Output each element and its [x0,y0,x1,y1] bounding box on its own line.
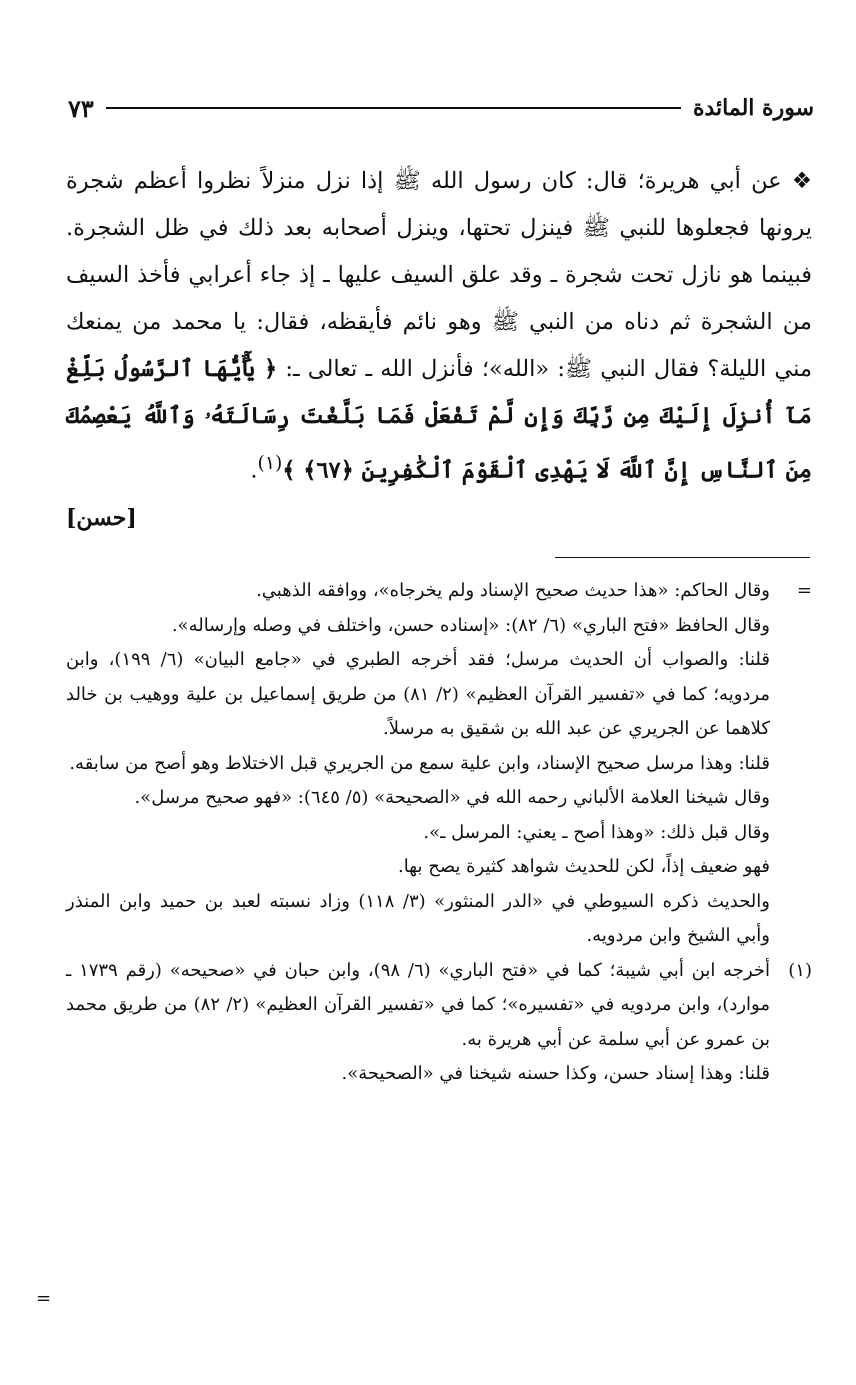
footnote-paragraph: فهو ضعيف إذاً، لكن للحديث شواهد كثيرة يصح بها. [397,856,770,877]
surah-title: سورة المائدة [692,95,814,121]
footnote-1-marker: (١) [788,959,812,981]
footnote-1 [66,954,812,1092]
end-dot: . [250,457,258,484]
quran-verse: ﴿ يَٰٓأَيُّهَا ٱلرَّسُولُ بَلِّغْ مَآ أُنزِلَ إِلَيْكَ مِن رَّبِّكَ وَإِن لَّمْ تَفْعَلْ فَمَا بَلَّغْتَ رِسَالَتَهُۥ وَٱللَّهُ يَعْصِمُكَ مِنَ ٱلنَّاسِ إِنَّ ٱللَّهَ لَا يَهْدِى ٱلْقَوْمَ ٱلْكَٰفِرِينَ ﴿٦٧﴾ ﴾ [66,356,812,484]
footnote-paragraph: وقال قبل ذلك: «وهذا أصح ـ يعني: المرسل ـ». [423,821,770,843]
continues-marker: = [36,1288,52,1309]
continuation-body [66,574,770,954]
footnote-separator [555,557,810,558]
hadith-grade: [حسن] [66,504,137,531]
page-header [68,88,814,128]
footnote-reference: (١) [257,453,283,474]
continuation-marker: = [796,580,812,601]
main-text [66,158,812,542]
footnotes [66,574,812,1092]
page-number: ٧٣ [68,93,94,123]
footnote-paragraph: أخرجه ابن أبي شيبة؛ كما في «فتح الباري» (٦/ ٩٨)، وابن حبان في «صحيحه» (رقم ١٧٣٩ ـ موارد)، وابن مردويه في «تفسيره»؛ كما في «تفسير القرآن العظيم» (٢/ ٨٢) من طريق محمد بن عمرو عن أبي سلمة عن أبي هريرة به. [66,959,770,1050]
hadith-paragraph: ❖ عن أبي هريرة؛ قال: كان رسول الله ﷺ إذا نزل منزلاً نظروا أعظم شجرة يرونها فجعلوها للنبي ﷺ فينزل تحتها، وينزل أصحابه بعد ذلك في ظل الشجرة. فبينما هو نازل تحت شجرة ـ وقد علق السيف عليها ـ إذ جاء أعرابي فأخذ السيف من الشجرة ثم دناه من النبي ﷺ وهو نائم فأيقظه، فقال: يا محمد من يمنعك مني الليلة؟ فقال النبي ﷺ: «الله»؛ فأنزل الله ـ تعالى ـ: [66,168,813,382]
footnote-1-body [66,954,770,1092]
footnote-paragraph: والحديث ذكره السيوطي في «الدر المنثور» (٣/ ١١٨) وزاد نسبته لعبد بن حميد وابن المنذر وأبي الشيخ وابن مردويه. [66,890,770,946]
footnote-paragraph: وقال الحافظ «فتح الباري» (٦/ ٨٢): «إسناده حسن، واختلف في وصله وإرساله». [171,614,770,636]
footnote-paragraph: قلنا: والصواب أن الحديث مرسل؛ فقد أخرجه الطبري في «جامع البيان» (٦/ ١٩٩)، وابن مردويه؛ كما في «تفسير القرآن العظيم» (٢/ ٨١) من طريق إسماعيل بن علية ووهيب بن خالد كلاهما عن الجريري عن عبد الله بن شقيق به مرسلاً. [66,649,770,739]
footnote-paragraph: وقال الحاكم: «هذا حديث صحيح الإسناد ولم يخرجاه»، ووافقه الذهبي. [256,580,770,601]
grade-line [66,495,812,542]
header-rule [106,107,681,109]
hadith-text [66,158,812,495]
footnote-continuation [66,574,812,954]
footnote-paragraph: قلنا: وهذا مرسل صحيح الإسناد، وابن علية سمع من الجريري قبل الاختلاط وهو أصح من سابقه. [69,752,770,774]
footnote-paragraph: قلنا: وهذا إسناد حسن، وكذا حسنه شيخنا في «الصحيحة». [341,1063,770,1084]
footnote-paragraph: وقال شيخنا العلامة الألباني رحمه الله في «الصحيحة» (٥/ ٦٤٥): «فهو صحيح مرسل». [134,787,770,808]
